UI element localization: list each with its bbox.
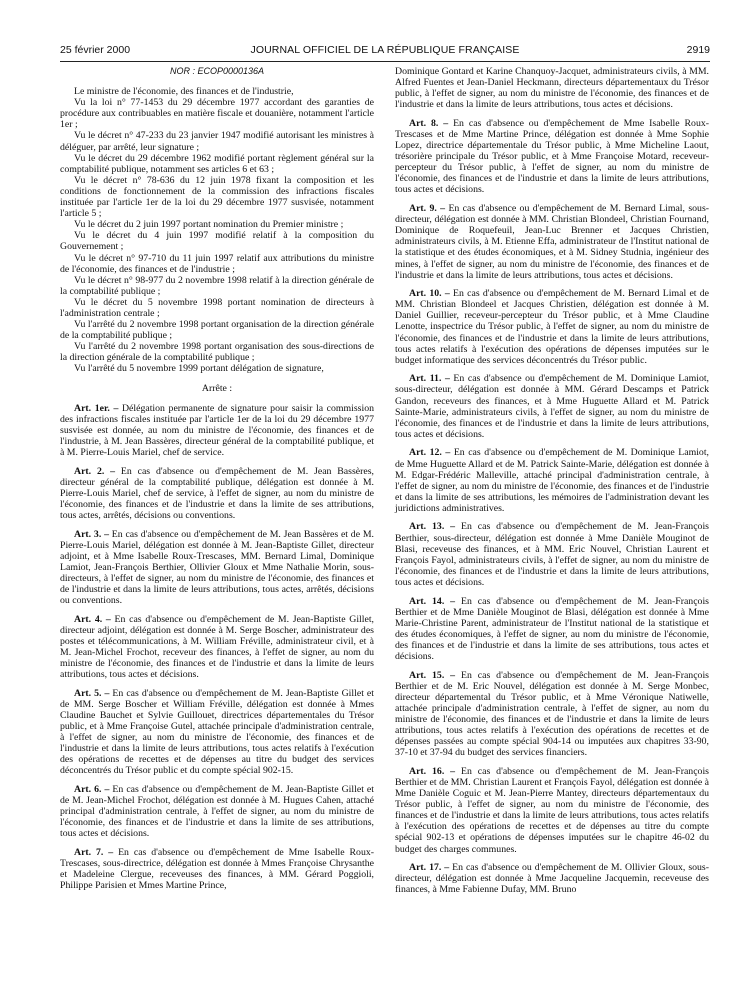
article-15 <box>395 670 709 759</box>
visa-item: Vu le décret du 5 novembre 1998 portant nomination de directeurs à l'administration centrale ; <box>60 296 374 319</box>
article-label: Art. 1er. – <box>74 402 119 414</box>
visa-item: Vu le décret n° 78-636 du 12 juin 1978 fixant la composition et les conditions de fonctionnement de la commission des infractions fiscales instituée par l'article 1er de la loi du 29 décembre 1977 susvisée, notamment l'article 5 ; <box>60 174 374 220</box>
article-8 <box>395 118 709 196</box>
article-label: Art. 3. – <box>74 528 109 540</box>
article-5 <box>60 688 374 777</box>
header-page-number: 2919 <box>686 44 710 56</box>
article-6 <box>60 784 374 839</box>
article-text: En cas d'absence ou d'empêchement de M. Jean-François Berthier et de Mme Danièle Mouginot de Blasi, délégation est donnée à Mme Marie-Christine Parent, administrateur de l'Institut national de la statistique et des études économiques, à l'effet de signer, au nom du ministre de l'économie, des finances et de l'industrie et dans la limite de ses attributions, tous actes et décisions. <box>395 595 709 662</box>
article-text: En cas d'absence ou d'empêchement de M. Bernard Limal et de MM. Christian Blondeel et Jacques Christien, délégation est donnée à M. Daniel Guillier, receveur-percepteur du Trésor public, et à Mme Claudine Lenotte, inspectrice du Trésor public, à l'effet de signer, au nom du ministre de l'économie, des finances et de l'industrie et dans la limite de leurs attributions, tous actes relatifs à l'exécution des opérations de dépenses imputées sur le budget informatique des services déconcentrés du Trésor public. <box>395 288 709 366</box>
article-2 <box>60 466 374 521</box>
article-11 <box>395 373 709 440</box>
visa-item: Vu l'arrêté du 2 novembre 1998 portant organisation des sous-directions de la direction générale de la comptabilité publique ; <box>60 341 374 364</box>
article-text: En cas d'absence ou d'empêchement de M. Jean-Baptiste Gillet et de M. Jean-Michel Frochot, délégation est donnée à M. Hugues Cahen, attaché principal d'administration centrale, à l'effet de signer, au nom du ministre de l'économie, des finances et de l'industrie et dans la limite de ses attributions, tous actes et décisions. <box>60 784 374 840</box>
page-header <box>60 44 710 60</box>
article-label: Art. 12. – <box>409 447 451 459</box>
article-label: Art. 16. – <box>409 765 456 777</box>
article-10 <box>395 288 709 366</box>
article-text: En cas d'absence ou d'empêchement de M. Jean-Baptiste Gillet et de MM. Serge Boscher et William Fréville, délégation est donnée à Mmes Claudine Bauchet et Sylvie Guillouet, directrices départementales du Trésor public, et à Mme Françoise Gutel, attachée principale d'administration centrale, à l'effet de signer, au nom du ministre de l'économie, des finances et de l'industrie et dans la limite de leurs attributions, tous actes relatifs à l'exécution des opérations de recettes et de dépenses au titre du budget des services déconcentrés du Trésor public et du compte spécial 902-15. <box>60 687 374 777</box>
article-label: Art. 13. – <box>409 521 456 533</box>
visa-item: Vu le décret du 4 juin 1997 modifié relatif à la composition du Gouvernement ; <box>60 230 374 253</box>
article-text: En cas d'absence ou d'empêchement de M. Jean Bassères, directeur général de la comptabilité publique, délégation est donnée à M. Pierre-Louis Mariel, chef de service, à l'effet de signer, au nom du ministre de l'économie, des finances et de l'industrie et dans la limite de ses attributions, tous actes, arrêtés, décisions ou conventions. <box>60 465 375 521</box>
article-text: En cas d'absence ou d'empêchement de M. Dominique Lamiot, de Mme Huguette Allard et de M. Patrick Sainte-Marie, délégation est donnée à M. Edgar-Frédéric Malleville, attaché principal d'administration centrale, à l'effet de signer, au nom du ministre de l'économie, des finances et de l'industrie et dans la limite de ses attributions, les mémoires de l'administration devant les juridictions administratives. <box>395 447 710 514</box>
article-text: En cas d'absence ou d'empêchement de M. Jean-Baptiste Gillet, directeur adjoint, délégation est donnée à M. Serge Boscher, administrateur des postes et télécommunications, à M. William Fréville, administrateur civil, et à M. Jean-Michel Frochot, receveur des finances, à l'effet de signer, au nom du ministre de l'économie, des finances et de l'industrie et dans la limite de leurs attributions, tous actes et décisions. <box>60 613 375 681</box>
article-16 <box>395 766 709 855</box>
article-text: En cas d'absence ou d'empêchement de M. Jean-François Berthier et de M. Eric Nouvel, délégation est donnée à M. Serge Monbec, directeur départemental du Trésor public, et à Mme Véronique Natiwelle, attachée principale d'administration centrale, à l'effet de signer, au nom du ministre de l'économie, des finances et de l'industrie et dans la limite de leurs attributions, tous actes relatifs à l'exécution des opérations de recettes et de dépenses passées au compte spécial 904-14 ou imputées aux chapitres 33-90, 37-10 et 37-94 du budget des services financiers. <box>395 669 709 759</box>
visa-item: Vu la loi n° 77-1453 du 29 décembre 1977 accordant des garanties de procédure aux contribuables en matière fiscale et douanière, notamment l'article 1er ; <box>60 97 374 131</box>
article-text: Délégation permanente de signature pour saisir la commission des infractions fiscales instituée par l'article 1er de la loi du 29 décembre 1977 susvisée est donnée, au nom du ministre de l'économie, des finances et de l'industrie, à M. Jean Bassères, directeur général de la comptabilité publique, et à M. Pierre-Louis Mariel, chef de service. <box>60 402 375 458</box>
article-text: En cas d'absence ou d'empêchement de M. Ollivier Gloux, sous-directeur, délégation est donnée à Mme Jacqueline Jacquemin, receveuse des finances, à Mme Fabienne Dufay, MM. Bruno <box>395 862 710 896</box>
arrete-heading: Arrête : <box>201 382 233 394</box>
left-column <box>60 66 374 891</box>
header-title: JOURNAL OFFICIEL DE LA RÉPUBLIQUE FRANÇAISE <box>250 44 520 56</box>
article-label: Art. 10. – <box>409 288 450 300</box>
article-9 <box>395 203 709 281</box>
article-text: En cas d'absence ou d'empêchement de Mme Isabelle Roux-Trescases et de Mme Martine Prince, délégation est donnée à Mme Sophie Lopez, directrice départementale du Trésor public, à Mme Micheline Laout, trésorière principale du Trésor public, et à Mme Françoise Motard, receveur-percepteur du Trésor public, à l'effet de signer, au nom du ministre de l'économie, des finances et de l'industrie et dans la limite de leurs attributions, tous actes et décisions. <box>395 117 710 196</box>
right-column <box>395 66 709 895</box>
article-text: En cas d'absence ou d'empêchement de M. Jean Bassères et de M. Pierre-Louis Mariel, délégation est donnée à M. Jean-Baptiste Gillet, directeur adjoint, et à Mme Isabelle Roux-Trescases, MM. Bernard Limal, Dominique Lamiot, Jean-François Berthier, Ollivier Gloux et Mme Nathalie Morin, sous-directeurs, à l'effet de signer, au nom du ministre de l'économie, des finances et de l'industrie et dans la limite de leurs attributions, tous actes, arrêtés, décisions ou conventions. <box>60 528 375 607</box>
article-label: Art. 4. – <box>74 613 111 625</box>
visa-item: Vu l'arrêté du 5 novembre 1999 portant délégation de signature, <box>74 363 324 375</box>
article-label: Art. 9. – <box>409 203 446 215</box>
article-13 <box>395 521 709 588</box>
article-text: En cas d'absence ou d'empêchement de Mme Isabelle Roux-Trescases, sous-directrice, délégation est donnée à Mmes Françoise Chrysanthe et Madeleine Clergue, receveuses des finances, à MM. Gérard Poggioli, Philippe Parisien et Mmes Martine Prince, <box>60 847 375 892</box>
visa-item: Vu le décret du 29 décembre 1962 modifié portant règlement général sur la comptabilité publique, notamment ses articles 6 et 63 ; <box>60 152 374 175</box>
article-label: Art. 5. – <box>74 687 110 699</box>
article-label: Art. 11. – <box>409 373 450 385</box>
article-14 <box>395 596 709 663</box>
article-label: Art. 14. – <box>409 595 456 607</box>
article-3 <box>60 529 374 607</box>
visa-item: Vu le décret n° 47-233 du 23 janvier 1947 modifié autorisant les ministres à déléguer, par arrêté, leur signature ; <box>60 130 374 153</box>
visa-item: Vu le décret du 2 juin 1997 portant nomination du Premier ministre ; <box>74 219 344 231</box>
article-4 <box>60 614 374 681</box>
article-label: Art. 7. – <box>74 847 114 858</box>
article-7 <box>60 847 374 891</box>
visa-item: Vu l'arrêté du 2 novembre 1998 portant organisation de la direction générale de la comptabilité publique ; <box>60 319 374 342</box>
nor-reference: NOR : ECOP0000136A <box>169 66 265 76</box>
article-text: En cas d'absence ou d'empêchement de M. Jean-François Berthier et de MM. Christian Laurent et François Fayol, délégation est donnée à Mme Danièle Coguic et M. Jean-Pierre Mantey, directeurs départementaux du Trésor public, à l'effet de signer, au nom du ministre de l'économie, des finances et de l'industrie et dans la limite de leurs attributions, tous actes relatifs à l'exécution des opérations de recettes et de dépenses au titre du compte spécial 902-13 et opérations de dépenses imputées sur le chapitre 46-02 du budget des charges communes. <box>395 765 709 855</box>
header-date: 25 février 2000 <box>60 44 131 56</box>
article-7-continuation: Dominique Gontard et Karine Chanquoy-Jacquet, administrateurs civils, à MM. Alfred Fuentes et Jean-Daniel Heckmann, directeurs départementaux du Trésor public, à l'effet de signer, au nom du ministre de l'économie, des finances et de l'industrie et dans la limite de leurs attributions, tous actes et décisions. <box>395 66 709 111</box>
article-text: En cas d'absence ou d'empêchement de M. Dominique Lamiot, sous-directeur, délégation est donnée à MM. Gérard Descamps et Patrick Gandon, receveurs des finances, et à Mme Huguette Allard et M. Patrick Sainte-Marie, administrateurs civils, à l'effet de signer, au nom du ministre de l'économie, des finances et de l'industrie et dans la limite de leurs attributions, tous actes et décisions. <box>395 373 710 440</box>
article-label: Art. 8. – <box>409 117 449 129</box>
visa-item: Vu le décret n° 97-710 du 11 juin 1997 relatif aux attributions du ministre de l'économie, des finances et de l'industrie ; <box>60 252 374 275</box>
article-1 <box>60 403 374 458</box>
article-label: Art. 2. – <box>74 465 116 477</box>
article-label: Art. 6. – <box>74 784 110 796</box>
visa-item: Vu le décret n° 98-977 du 2 novembre 1998 relatif à la direction générale de la comptabilité publique ; <box>60 274 374 297</box>
article-12 <box>395 447 709 514</box>
header-rule <box>60 61 710 62</box>
intro-line: Le ministre de l'économie, des finances et de l'industrie, <box>74 86 294 98</box>
article-text: En cas d'absence ou d'empêchement de M. Jean-François Berthier, sous-directeur, délégation est donnée à Mme Danièle Mouginot de Blasi, receveuse des finances, et à MM. Eric Nouvel, Christian Laurent et François Fayol, administrateurs civils, à l'effet de signer, au nom du ministre de l'économie, des finances et de l'industrie et dans la limite de leurs attributions, tous actes et décisions. <box>395 521 709 588</box>
article-label: Art. 17. – <box>409 862 450 874</box>
article-17 <box>395 862 709 895</box>
article-text: En cas d'absence ou d'empêchement de M. Bernard Limal, sous-directeur, délégation est donnée à MM. Christian Blondeel, Christian Fournand, Dominique de Roquefeuil, Jean-Luc Brenner et Jacques Christien, administrateurs civils, à M. Etienne Effa, administrateur de l'Institut national de la statistique et des études économiques, et à M. Sidney Studnia, ingénieur des mines, à l'effet de signer, au nom du ministre de l'économie, des finances et de l'industrie et dans la limite de leurs attributions, tous actes et décisions. <box>395 203 710 281</box>
article-label: Art. 15. – <box>409 669 456 681</box>
